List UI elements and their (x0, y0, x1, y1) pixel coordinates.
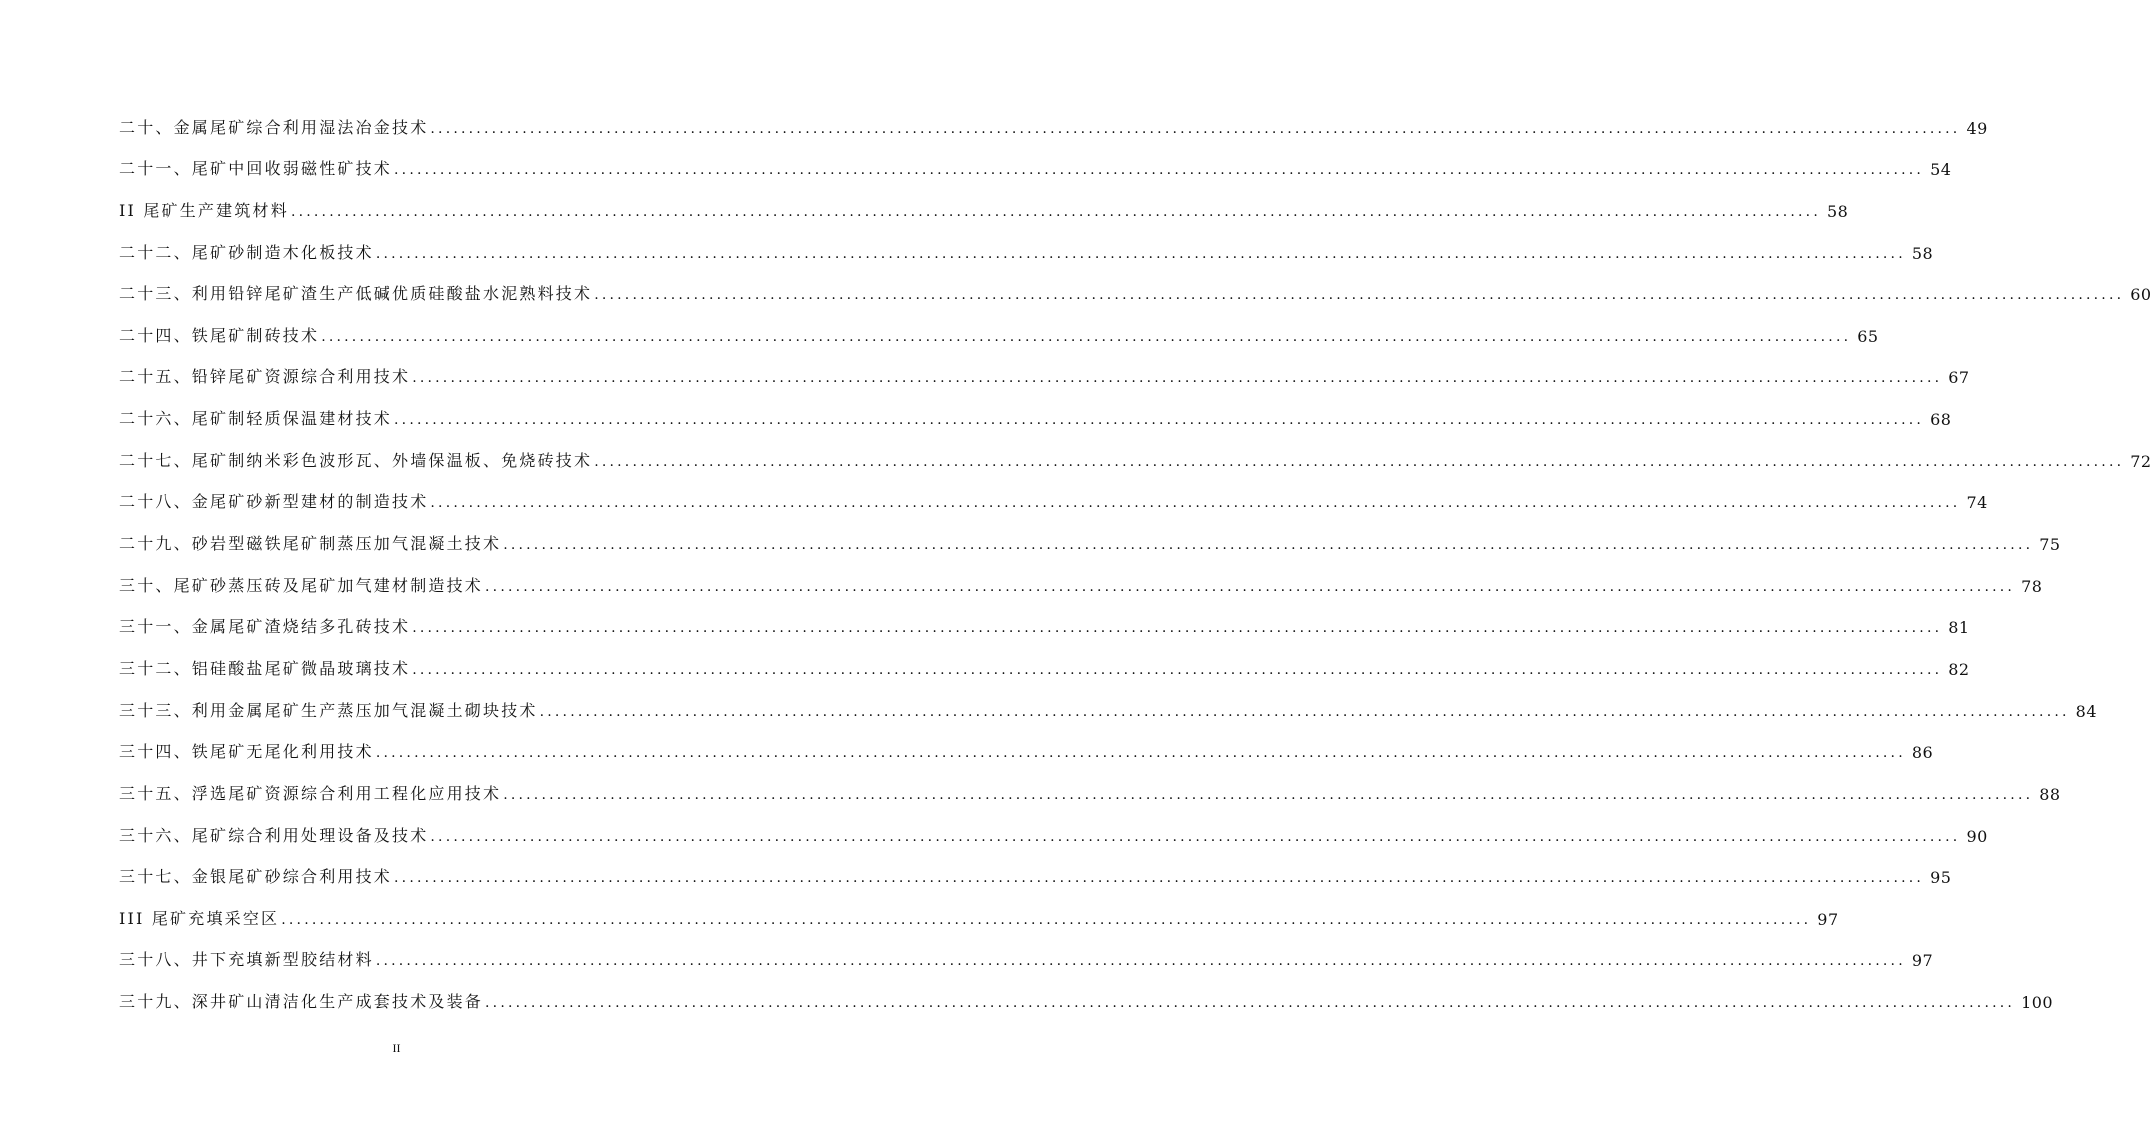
toc-entry-page: 78 (2021, 576, 2043, 596)
toc-entry-page: 90 (1966, 826, 1988, 846)
toc-entry-page: 97 (1817, 909, 1839, 929)
toc-entry-title: 二十七、尾矿制纳米彩色波形瓦、外墙保温板、免烧砖技术 (119, 450, 593, 470)
toc-dot-leader: ........................................................................................................................................................................................................ (290, 203, 1821, 220)
toc-entry-title: 二十四、铁尾矿制砖技术 (119, 325, 320, 345)
toc-entry-page: 58 (1911, 243, 1934, 263)
toc-dot-leader: ........................................................................................................................................................................................................ (503, 537, 2034, 554)
toc-dot-leader: ........................................................................................................................................................................................................ (375, 245, 1906, 262)
toc-entry[interactable] (119, 762, 2061, 804)
toc-entry[interactable] (119, 96, 1988, 138)
toc-entry-page: 49 (1966, 118, 1988, 138)
toc-entry[interactable] (119, 679, 2098, 721)
toc-entry[interactable] (119, 138, 1952, 180)
toc-dot-leader: ........................................................................................................................................................................................................ (394, 412, 1925, 429)
toc-entry-page: 67 (1948, 368, 1970, 388)
toc-entry-page: 97 (1911, 951, 1934, 971)
toc-entry-title: 二十八、金尾矿砂新型建材的制造技术 (119, 492, 429, 512)
toc-entry[interactable] (119, 637, 1970, 679)
toc-entry-page: 100 (2021, 993, 2054, 1013)
toc-dot-leader: ........................................................................................................................................................................................................ (594, 453, 2125, 470)
toc-entry-page: 54 (1930, 160, 1952, 180)
toc-dot-leader: ........................................................................................................................................................................................................ (594, 287, 2125, 304)
toc-dot-leader: ........................................................................................................................................................................................................ (412, 620, 1943, 637)
toc-entry-title: 二十、金属尾矿综合利用湿法冶金技术 (119, 117, 429, 137)
toc-entry-title: 三十、尾矿砂蒸压砖及尾矿加气建材制造技术 (119, 575, 484, 595)
toc-entry[interactable] (119, 263, 2152, 305)
toc-dot-leader: ........................................................................................................................................................................................................ (539, 703, 2070, 720)
toc-dot-leader: ........................................................................................................................................................................................................ (281, 911, 1812, 928)
toc-entry[interactable] (119, 512, 2061, 555)
toc-dot-leader: ........................................................................................................................................................................................................ (394, 162, 1925, 179)
toc-dot-leader: ........................................................................................................................................................................................................ (503, 786, 2034, 803)
toc-entry-title: 三十六、尾矿综合利用处理设备及技术 (119, 825, 429, 845)
toc-entry[interactable] (119, 887, 1839, 929)
toc-entry-title: 二十六、尾矿制轻质保温建材技术 (119, 409, 393, 429)
toc-entry-page: 86 (1911, 743, 1934, 763)
toc-dot-leader: ........................................................................................................................................................................................................ (485, 578, 2016, 595)
toc-entry[interactable] (119, 179, 1849, 221)
toc-entry-page: 60 (2130, 285, 2152, 305)
toc-entry[interactable] (119, 346, 1970, 388)
toc-dot-leader: ........................................................................................................................................................................................................ (375, 953, 1906, 970)
toc-entry-title: II 尾矿生产建筑材料 (119, 200, 289, 220)
toc-entry-title: 三十八、井下充填新型胶结材料 (119, 950, 374, 970)
toc-dot-leader: ........................................................................................................................................................................................................ (412, 661, 1943, 678)
toc-entry-page: 81 (1948, 618, 1970, 638)
toc-entry-title: 三十五、浮选尾矿资源综合利用工程化应用技术 (119, 783, 502, 803)
toc-entry-title: 三十一、金属尾矿渣烧结多孔砖技术 (119, 617, 411, 637)
toc-entry-title: 二十一、尾矿中回收弱磁性矿技术 (119, 159, 393, 179)
toc-entry-page: 58 (1826, 201, 1849, 221)
toc-entry-page: 88 (2039, 784, 2061, 804)
toc-dot-leader: ........................................................................................................................................................................................................ (375, 745, 1906, 762)
toc-entry-page: 95 (1930, 868, 1952, 888)
toc-entry-page: 75 (2039, 535, 2061, 555)
toc-dot-leader: ........................................................................................................................................................................................................ (430, 495, 1961, 512)
toc-entry[interactable] (119, 304, 1879, 346)
toc-entry[interactable] (119, 929, 1934, 971)
toc-entry[interactable] (119, 221, 1934, 263)
toc-entry-page: 72 (2130, 451, 2152, 471)
toc-entry-title: 二十二、尾矿砂制造木化板技术 (119, 242, 374, 262)
toc-entry-title: 二十九、砂岩型磁铁尾矿制蒸压加气混凝土技术 (119, 534, 502, 554)
toc-entry-title: III 尾矿充填采空区 (119, 908, 280, 928)
toc-dot-leader: ........................................................................................................................................................................................................ (430, 828, 1961, 845)
toc-entry[interactable] (119, 387, 1952, 430)
toc-entry-page: 74 (1966, 493, 1988, 513)
toc-entry[interactable] (119, 721, 1934, 763)
toc-dot-leader: ........................................................................................................................................................................................................ (412, 370, 1943, 387)
toc-dot-leader: ........................................................................................................................................................................................................ (394, 870, 1925, 887)
toc-entry-page: 84 (2075, 701, 2098, 721)
toc-entry-title: 三十七、金银尾矿砂综合利用技术 (119, 867, 393, 887)
toc-entry-title: 三十三、利用金属尾矿生产蒸压加气混凝土砌块技术 (119, 700, 538, 720)
toc-entry-page: 65 (1857, 326, 1879, 346)
toc-dot-leader: ........................................................................................................................................................................................................ (485, 995, 2016, 1012)
toc-entry-page: 82 (1948, 659, 1970, 679)
toc-entry[interactable] (119, 804, 1988, 846)
toc-dot-leader: ........................................................................................................................................................................................................ (430, 120, 1961, 137)
toc-dot-leader: ........................................................................................................................................................................................................ (321, 328, 1852, 345)
toc-entry[interactable] (119, 429, 2152, 471)
table-of-contents (119, 96, 2152, 1013)
toc-entry-title: 二十五、铅锌尾矿资源综合利用技术 (119, 367, 411, 387)
toc-entry[interactable] (119, 471, 1988, 513)
toc-entry[interactable] (119, 970, 2054, 1013)
toc-entry[interactable] (119, 846, 1952, 888)
toc-entry[interactable] (119, 554, 2043, 596)
toc-entry-title: 三十九、深井矿山清洁化生产成套技术及装备 (119, 992, 484, 1012)
toc-entry-title: 三十四、铁尾矿无尾化利用技术 (119, 742, 374, 762)
page-number: II (392, 1041, 401, 1055)
toc-entry[interactable] (119, 596, 1970, 638)
toc-entry-title: 三十二、铝硅酸盐尾矿微晶玻璃技术 (119, 658, 411, 678)
toc-entry-page: 68 (1930, 410, 1952, 430)
toc-entry-title: 二十三、利用铅锌尾矿渣生产低碱优质硅酸盐水泥熟料技术 (119, 284, 593, 304)
